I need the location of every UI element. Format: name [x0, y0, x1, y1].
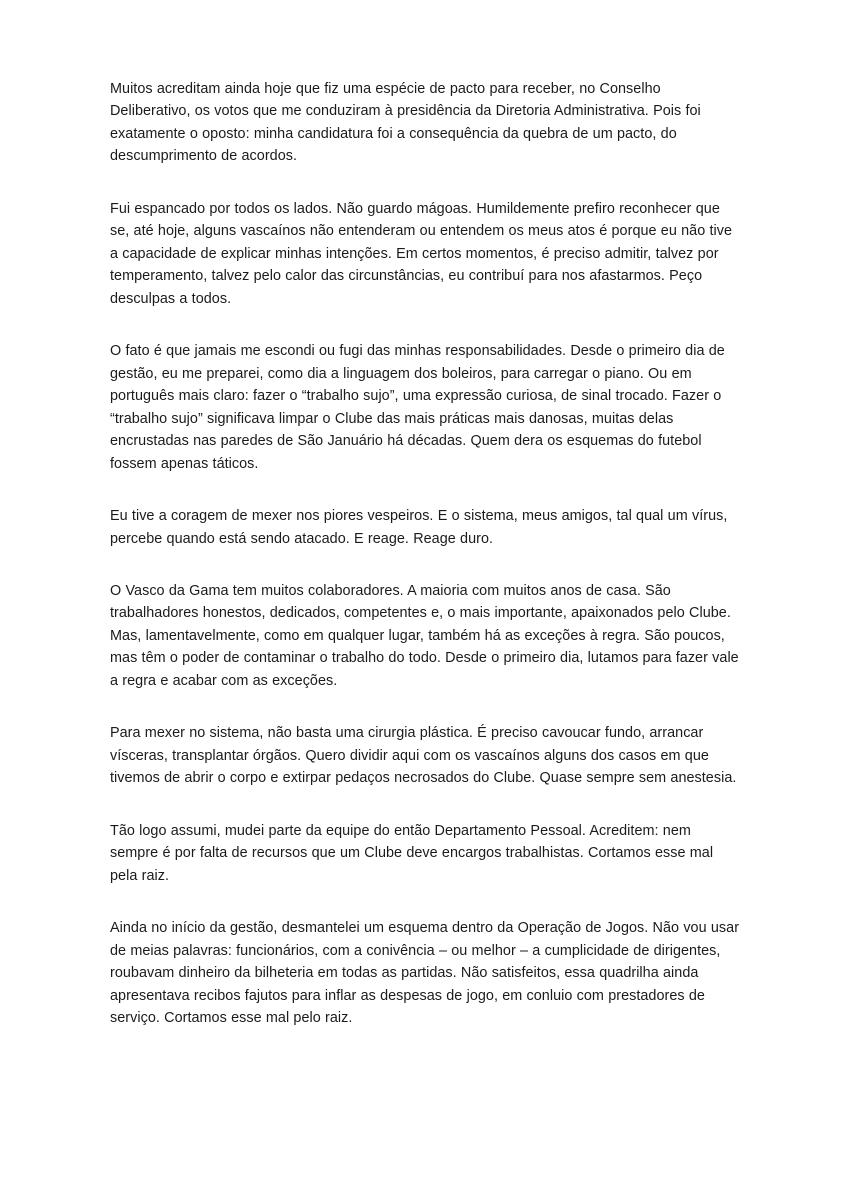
document-text-body: [110, 78, 740, 1029]
paragraph: Tão logo assumi, mudei parte da equipe do então Departamento Pessoal. Acreditem: nem sempre é por falta de recursos que um Clube deve encargos trabalhistas. Cortamos esse mal pela raiz.: [110, 822, 714, 884]
paragraph: O fato é que jamais me escondi ou fugi das minhas responsabilidades. Desde o primeiro dia de gestão, eu me preparei, como dia a linguagem dos boleiros, para carregar o piano. Ou em português mais claro: fazer o “trabalho sujo”, uma expressão curiosa, de sinal trocado. Fazer o “trabalho sujo” significava limpar o Clube das mais práticas mais danosas, muitas delas encrustadas nas paredes de São Januário há décadas. Quem dera os esquemas do futebol fossem apenas táticos.: [110, 343, 725, 472]
paragraph: Muitos acreditam ainda hoje que fiz uma espécie de pacto para receber, no Conselho Deliberativo, os votos que me conduziram à presidência da Diretoria Administrativa. Pois foi exatamente o oposto: minha candidatura foi a consequência da quebra de um pacto, do descumprimento de acordos.: [110, 81, 701, 165]
paragraph: O Vasco da Gama tem muitos colaboradores. A maioria com muitos anos de casa. São trabalhadores honestos, dedicados, competentes e, o mais importante, apaixonados pelo Clube. Mas, lamentavelmente, como em qualquer lugar, também há as exceções à regra. São poucos, mas têm o poder de contaminar o trabalho do todo. Desde o primeiro dia, lutamos para fazer vale a regra e acabar com as exceções.: [110, 582, 739, 689]
paragraph: Ainda no início da gestão, desmantelei um esquema dentro da Operação de Jogos. Não vou usar de meias palavras: funcionários, com a conivência – ou melhor – a cumplicidade de dirigentes, roubavam dinheiro da bilheteria em todas as partidas. Não satisfeitos, essa quadrilha ainda apresentava recibos fajutos para inflar as despesas de jogo, em conluio com prestadores de serviço. Cortamos esse mal pelo raiz.: [110, 920, 740, 1026]
paragraph: Eu tive a coragem de mexer nos piores vespeiros. E o sistema, meus amigos, tal qual um vírus, percebe quando está sendo atacado. E reage. Reage duro.: [110, 508, 728, 547]
paragraph: Fui espancado por todos os lados. Não guardo mágoas. Humildemente prefiro reconhecer que se, até hoje, alguns vascaínos não entenderam ou entendem os meus atos é porque eu não tive a capacidade de explicar minhas intenções. Em certos momentos, é preciso admitir, talvez por temperamento, talvez pelo calor das circunstâncias, eu contribuí para nos afastarmos. Peço desculpas a todos.: [110, 200, 733, 307]
paragraph: Para mexer no sistema, não basta uma cirurgia plástica. É preciso cavoucar fundo, arrancar vísceras, transplantar órgãos. Quero dividir aqui com os vascaínos alguns dos casos em que tivemos de abrir o corpo e extirpar pedaços necrosados do Clube. Quase sempre sem anestesia.: [110, 725, 737, 787]
